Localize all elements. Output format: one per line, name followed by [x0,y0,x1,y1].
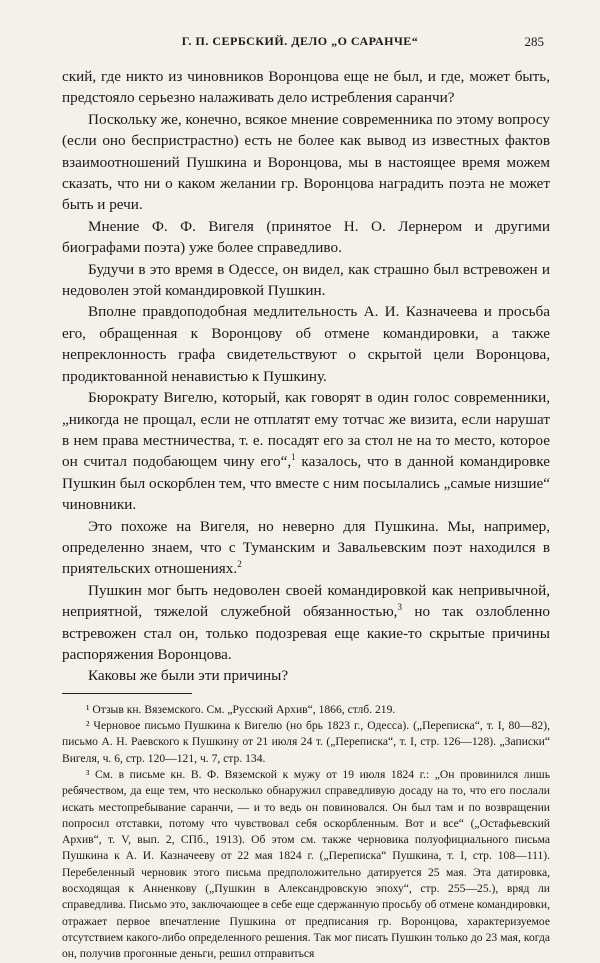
paragraph-5: Вполне правдоподобная медлительность А. И. Казначеева и просьба его, обращенная к Воронцову об отмене командировки, а также непреклонность графа свидетельствуют о скрытой цели Воронцова, продиктованной ненавистью к Пушкину. [62,303,550,385]
footnote-1: ¹ Отзыв кн. Вяземского. См. „Русский Архив“, 1866, стлб. 219. [86,702,396,716]
paragraph-4: Будучи в это время в Одессе, он видел, как страшно был встревожен и недоволен этой командировкой Пушкин. [62,260,550,300]
paragraph-6 [62,387,550,515]
main-text [62,66,550,963]
footnote-2: ² Черновое письмо Пушкина к Вигелю (но брь 1823 г., Одесса). („Переписка“, т. I, 80—82), письмо А. Н. Раевского к Пушкину от 21 июля 24 т. („Переписка“, т. I, стр. 126—128). „Записки“ Вигеля, ч. 6, стр. 120—121, ч. 7, стр. 134. [62,719,550,765]
paragraph-8 [62,580,550,666]
paragraph-2: Поскольку же, конечно, всякое мнение современника по этому вопросу (если оно беспристрастно) есть не более как вывод из известных фактов взаимоотношений Пушкина и Воронцова, мы в настоящее время можем сказать, что ни о каком желании гр. Воронцова наградить поэта не может быть и речи. [62,110,550,214]
footnotes [62,702,550,963]
paragraph-7-text: Это похоже на Вигеля, но неверно для Пушкина. Мы, например, определенно знаем, что с Туманским и Завальевским поэт находился в приятельских отношениях. [62,517,550,578]
page-number: 285 [524,34,544,49]
footnote-3: ³ См. в письме кн. В. Ф. Вяземской к мужу от 19 июля 1824 г.: „Он провинился лишь ребячеством, да еще тем, что несколько обнаружил справедливую досаду на то, что его послали искать местопребывание саранчи, — и то ведь он повиновался. Он был там и по возвращении попросил отставки, потому что чувствовал себя оскорбленным. Вот и все“ („Остафьевский Архив“, т. V, вып. 2, СПб., 1913). Об этом см. также черновика полуофициального письма Пушкина к А. И. Казначееву от 22 мая 1824 г. („Переписка“ Пушкина, т. I, стр. 108—111). Перебеленный черновик этого письма предположительно датируется 25 мая. Эта датировка, восходящая к Анненкову („Пушкин в Александровскую эпоху“, стр. 255—25.), вряд ли справедлива. Письмо это, заключающее в себе еще сдержанную просьбу об отмене командировки, отражает первое впечатление Пушкина от предписания гр. Воронцова, характеризуемое отсутствием какого-либо определенного решения. Так мог писать Пушкин только до 23 мая, когда он, получив прогонные деньги, решил отправиться [62,767,550,961]
footnote-separator [62,693,192,694]
paragraph-8-text: Пушкин мог быть недоволен своей командировкой как непривычной, неприятной, тяжелой служебной обязанностью, [62,581,550,621]
paragraph-7 [62,516,550,580]
paragraph-1: ский, где никто из чиновников Воронцова еще не был, и где, может быть, предстояло серьезно налаживать дело истребления саранчи? [62,68,550,107]
paragraph-3: Мнение Ф. Ф. Вигеля (принятое Н. О. Лернером и другими биографами поэта) уже более справедливо. [62,217,550,257]
paragraph-8-tail: но так озлобленно встревожен стал он, только подозревая еще какие-то скрытые причины распоряжения Воронцова. [62,603,550,663]
running-header [0,34,600,52]
paragraph-9: Каковы же были эти причины? [88,667,289,685]
footnote-ref-1[interactable]: 1 [291,452,296,463]
running-title: Г. П. СЕРБСКИЙ. ДЕЛО „О САРАНЧЕ“ [181,34,419,48]
paragraph-6-text: Бюрократу Вигелю, который, как говорят в один голос современники, „никогда не прощал, если не отплатят ему тотчас же визита, если нарушат в нем права местничества, т. е. посадят его за стол не на то место, которое он считал подобающем чину его“, [62,389,550,471]
paragraph-6-tail: казалось, что в данной командировке Пушкин был оскорблен тем, что вместе с ним посылались „самые низшие“ чиновники. [62,453,550,514]
footnote-ref-2[interactable]: 2 [237,559,242,570]
footnote-ref-3[interactable]: 3 [397,602,402,613]
